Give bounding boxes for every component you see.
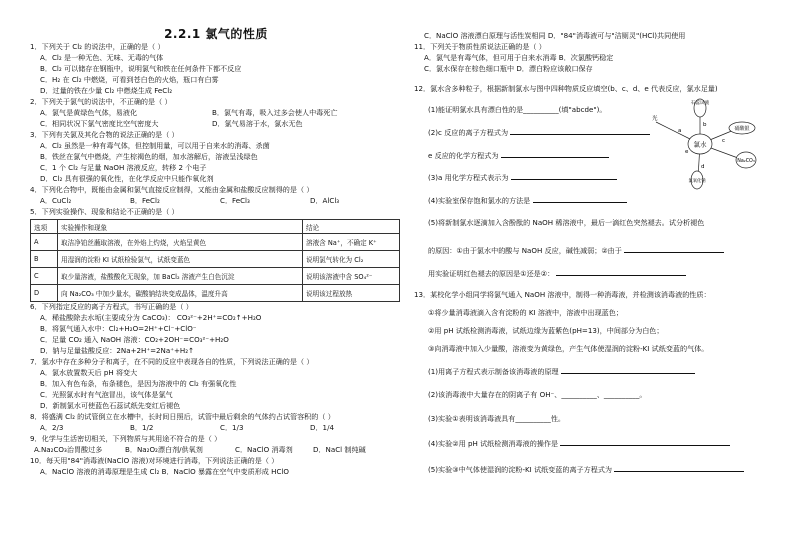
option-line: A.Na₂CO₃治胃酸过多 [34,445,103,454]
option-line: A．Cl₂ 是一种无色、无味、无毒的气体 [40,53,164,62]
edge-label: e [685,149,689,155]
answer-blank[interactable] [561,366,695,374]
answer-line [428,127,650,137]
answer-blank[interactable] [533,195,627,203]
answer-line: ①将少量消毒液滴入含有淀粉的 KI 溶液中，溶液中出现蓝色； [428,308,623,317]
answer-line: (2)该消毒液中大量存在的阴离子有 OH⁻、__________、__________。 [428,390,647,399]
table-cell: 溶液含 Na⁺，不确定 K⁺ [303,234,400,251]
table-cell: A [31,234,58,251]
answer-line [428,464,744,474]
option-line: B．铁丝在氯气中燃烧，产生棕褐色的烟，加水溶解后，溶液呈浅绿色 [40,152,258,161]
option-line: B．将氯气通入水中：Cl₂+H₂O=2H⁺+Cl⁻+ClO⁻ [40,324,197,333]
table-cell: 取洁净铂丝蘸取溶液，在外焰上灼烧，火焰呈黄色 [58,234,303,251]
node-label: 硝酸银 [734,126,750,132]
question-line: 8．将盛满 Cl₂ 的试管倒立在水槽中，长时间日照后，试管中最后剩余的气体约占试管容积的（ ） [30,412,335,421]
table-cell: B [31,251,58,268]
question-line: 6．下列指定反应的离子方程式，书写正确的是（ ） [30,302,193,311]
option-line: C．1/3 [220,423,244,432]
answer-prompt: (5)实验③中气体使湿润的淀粉-KI 试纸变蓝的离子方程式为 [428,465,613,474]
option-line: A．稀盐酸除去水垢(主要成分为 CaCO₃)： CO₃²⁻+2H⁺=CO₂↑+H₂O [40,313,262,322]
experiment-table [30,219,400,302]
option-line: A．CuCl₂ [40,196,72,205]
edge-label: c [722,138,726,144]
answer-line: (3)实验①表明该消毒液具有__________性。 [428,414,566,423]
answer-prompt: (2)c 反应的离子方程式为 [428,128,509,137]
table-header-cell: 结论 [303,220,400,234]
option-line: C．光照氯水时有气泡冒出，该气体是氯气 [40,390,173,399]
answer-prompt: (1)用离子方程式表示制备该消毒液的原理 [428,367,559,376]
table-row [31,285,400,302]
question-line: 4．下列化合物中，既能由金属和氯气直接反应制得，又能由金属和盐酸反应制得的是（ ） [30,185,314,194]
question-line: 3．下列有关氯及其化合物的说法正确的是（ ） [30,130,179,139]
question-line: 10．每天用"84"消毒液(NaClO 溶液)对环境进行消毒，下列说法正确的是（ ） [30,456,279,465]
answer-prompt: (4)实验②用 pH 试纸检测消毒液的操作是 [428,439,559,448]
table-row [31,251,400,268]
node-label: Na₂CO₃ [737,159,755,164]
answer-line [428,366,695,376]
answer-prompt: (3)a 用化学方程式表示为 [428,173,509,182]
option-line: C．足量 CO₂ 通入 NaOH 溶液：CO₂+2OH⁻=CO₃²⁻+H₂O [40,335,229,344]
question-line: 11．下列关于物质性质说法正确的是（ ） [414,42,546,51]
answer-line: (1)能证明氯水具有漂白性的是__________(填"abcde")。 [428,105,607,114]
edge-label: d [701,164,705,170]
table-cell: 向 Na₂CO₃ 中加少量水，碳酸钠结块变成晶体，温度升高 [58,285,303,302]
answer-line [428,195,627,205]
answer-blank[interactable] [501,150,609,158]
option-line: B．加入有色布条，布条褪色，是因为溶液中的 Cl₂ 有强氧化性 [40,379,237,388]
table-row [31,268,400,285]
table-cell: 取少量溶液，盐酸酸化无现象，加 BaCl₂ 溶液产生白色沉淀 [58,268,303,285]
table-cell: 说明该溶液中含 SO₄²⁻ [303,268,400,285]
question-line: 1．下列关于 Cl₂ 的说法中，正确的是（ ） [30,42,165,51]
table-header-cell: 实验操作和现象 [58,220,303,234]
node-label: 光 [652,116,658,122]
answer-blank[interactable] [560,438,730,446]
option-line: C．NaClO 溶液漂白原理与活性炭相同 D．"84"消毒液可与"洁厕灵"(HCl)共同使用 [424,31,686,40]
answer-prompt: e 反应的化学方程式为 [428,151,499,160]
question-line: 2．下列关于氯气的说法中，不正确的是（ ） [30,97,172,106]
table-cell: D [31,285,58,302]
option-line: C．H₂ 在 Cl₂ 中燃烧，可看到苍白色的火焰，瓶口有白雾 [40,75,219,84]
node-label: 石蕊试液 [690,101,710,106]
answer-prompt: 用实验证明红色褪去的原因是①还是②： [428,269,555,278]
answer-blank[interactable] [510,127,650,135]
question-line: 12．氯水含多种粒子，根据新制氯水与图中四种物质反应填空(b、c、d、e 代表反应，氯水足量) [414,84,718,93]
right-column [414,0,774,560]
answer-prompt: (4)实验室保存饱和氯水的方法是 [428,196,531,205]
table-cell: 说明氯气转化为 Cl₂ [303,251,400,268]
table-cell: 用湿润的淀粉 KI 试纸检验氯气，试纸变蓝色 [58,251,303,268]
question-line: 13．某校化学小组同学将氯气通入 NaOH 溶液中，制得一种消毒液，并检测该消毒液的性质： [414,290,711,299]
option-line: C．氯水保存在棕色细口瓶中 D．漂白粉应该敞口保存 [424,64,593,73]
question-line: 7．氯水中存在多种分子和离子，在不同的反应中表现各自的性质，下列说法正确的是（ ） [30,357,314,366]
answer-line [428,438,730,448]
question-line: 5．下列实验操作、现象和结论不正确的是（ ） [30,207,179,216]
table-cell: C [31,268,58,285]
option-line: D．钠与足量盐酸反应：2Na+2H⁺=2Na⁺+H₂↑ [40,346,195,355]
answer-line: ③向消毒液中加入少量酸，溶液变为黄绿色，产生气体使湿润的淀粉-KI 试纸变蓝的气体。 [428,344,709,353]
left-column [30,0,402,560]
option-line: D．NaCl 制纯碱 [313,445,366,454]
option-line: C．1 个 Cl₂ 与足量 NaOH 溶液反应，转移 2 个电子 [40,163,207,172]
option-line: B．氯气有毒，吸入过多会使人中毒死亡 [212,108,338,117]
option-line: D．Cl₂ 具有很强的氧化性，在化学反应中只能作氧化剂 [40,174,214,183]
option-line: D．1/4 [310,423,334,432]
option-line: B．FeCl₂ [130,196,160,205]
page-title: 2.2.1 氯气的性质 [164,27,268,41]
chlorine-water-diagram [642,98,772,190]
answer-line [428,245,724,255]
option-line: A．NaClO 溶液的消毒原理是生成 Cl₂ B．NaClO 暴露在空气中变质形成 HClO [40,467,289,476]
option-line: A．2/3 [40,423,64,432]
option-line: A．氯气是有毒气体，但可用于自来水消毒 B．次氯酸钙稳定 [424,53,614,62]
option-line: D．氯气易溶于水，氯水无色 [212,119,303,128]
center-label: 氯水 [693,140,707,149]
option-line: A．Cl₂ 虽然是一种有毒气体，但控制用量，可以用于自来水的消毒、杀菌 [40,141,270,150]
option-line: D．AlCl₃ [310,196,340,205]
table-cell: 说明该过程放热 [303,285,400,302]
answer-blank[interactable] [556,268,686,276]
option-line: D．过量的铁在少量 Cl₂ 中燃烧生成 FeCl₂ [40,86,173,95]
answer-prompt: 的原因：①由于氯水中的酸与 NaOH 反应，碱性减弱；②由于 [428,246,622,255]
edge-label: a [678,128,682,134]
answer-line: ②用 pH 试纸检测消毒液，试纸边缘为蓝紫色(pH=13)，中间部分为白色； [428,326,664,335]
option-line: C．相同状况下氯气密度比空气密度大 [40,119,159,128]
table-row [31,234,400,251]
edge-label: b [703,122,707,128]
option-line: B．1/2 [130,423,154,432]
answer-blank[interactable] [511,172,617,180]
option-line: D．新制氯水可使蓝色石蕊试纸先变红后褪色 [40,401,181,410]
option-line: B．Cl₂ 可以储存在钢瓶中，说明氯气和铁在任何条件下都不反应 [40,64,242,73]
option-line: A．氯气是黄绿色气体，易液化 [40,108,138,117]
answer-line: (5)将新制氯水逐滴加入含酚酞的 NaOH 稀溶液中，最后一滴红色突然褪去。试分析褪色 [428,218,705,227]
option-line: B．Na₂O₂漂白剂/供氧剂 [125,445,203,454]
table-header-cell: 选项 [31,220,58,234]
answer-blank[interactable] [624,245,724,253]
answer-line [428,172,617,182]
option-line: C．NaClO 消毒剂 [235,445,293,454]
answer-line [428,150,609,160]
option-line: C．FeCl₃ [220,196,250,205]
table-header-row [31,220,400,234]
answer-line [428,268,686,278]
node-label: 氯氧化钠 [688,179,706,184]
question-line: 9．化学与生活密切相关，下列物质与其用途不符合的是（ ） [30,434,222,443]
answer-blank[interactable] [614,464,744,472]
option-line: A．氯水放置数天后 pH 将变大 [40,368,138,377]
